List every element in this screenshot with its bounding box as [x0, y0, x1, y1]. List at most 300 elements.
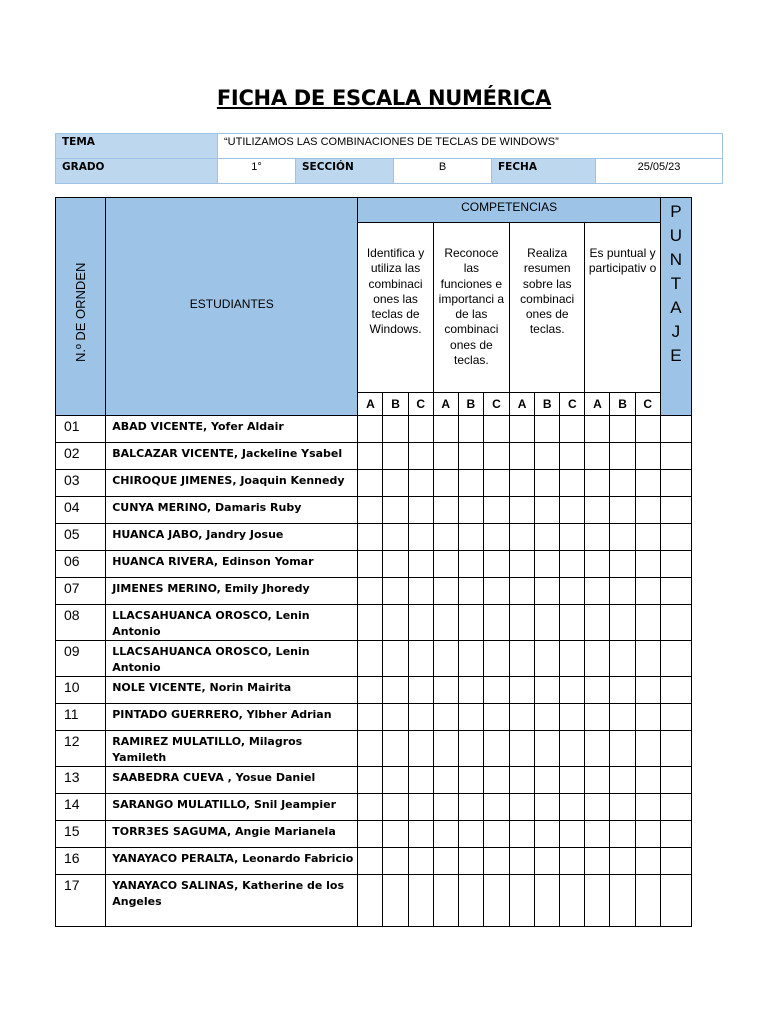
score-cell[interactable] — [510, 848, 535, 875]
score-cell[interactable] — [483, 794, 509, 821]
score-cell[interactable] — [535, 551, 560, 578]
score-cell[interactable] — [358, 848, 383, 875]
puntaje-cell[interactable] — [660, 443, 691, 470]
score-cell[interactable] — [535, 443, 560, 470]
score-cell[interactable] — [458, 578, 483, 605]
score-cell[interactable] — [535, 677, 560, 704]
score-cell[interactable] — [458, 875, 483, 927]
score-cell[interactable] — [635, 704, 660, 731]
score-cell[interactable] — [535, 731, 560, 767]
puntaje-cell[interactable] — [660, 821, 691, 848]
score-cell[interactable] — [560, 551, 585, 578]
score-cell[interactable] — [358, 794, 383, 821]
student-number: 02 — [56, 443, 106, 470]
score-cell[interactable] — [358, 578, 383, 605]
score-cell[interactable] — [458, 731, 483, 767]
level-label: B — [383, 393, 408, 416]
grado-label: GRADO — [56, 159, 218, 184]
score-cell[interactable] — [458, 605, 483, 641]
student-name: SAABEDRA CUEVA , Yosue Daniel — [106, 767, 358, 794]
score-cell[interactable] — [433, 470, 458, 497]
score-cell[interactable] — [610, 794, 635, 821]
score-cell[interactable] — [433, 794, 458, 821]
student-row — [56, 524, 692, 551]
score-cell[interactable] — [635, 641, 660, 677]
score-cell[interactable] — [408, 767, 433, 794]
puntaje-cell[interactable] — [660, 704, 691, 731]
score-cell[interactable] — [458, 524, 483, 551]
score-cell[interactable] — [510, 704, 535, 731]
tema-label: TEMA — [56, 134, 218, 159]
score-cell[interactable] — [458, 551, 483, 578]
student-name: SARANGO MULATILLO, Snil Jeampier — [106, 794, 358, 821]
score-cell[interactable] — [510, 641, 535, 677]
score-cell[interactable] — [433, 443, 458, 470]
score-cell[interactable] — [535, 794, 560, 821]
score-cell[interactable] — [635, 731, 660, 767]
score-cell[interactable] — [483, 551, 509, 578]
score-cell[interactable] — [383, 848, 408, 875]
score-cell[interactable] — [535, 848, 560, 875]
student-number: 09 — [56, 641, 106, 677]
score-cell[interactable] — [560, 605, 585, 641]
score-cell[interactable] — [635, 443, 660, 470]
score-cell[interactable] — [635, 875, 660, 927]
student-name: CUNYA MERINO, Damaris Ruby — [106, 497, 358, 524]
level-label: A — [433, 393, 458, 416]
puntaje-cell[interactable] — [660, 524, 691, 551]
score-cell[interactable] — [635, 605, 660, 641]
score-cell[interactable] — [433, 821, 458, 848]
puntaje-letter: T — [670, 274, 682, 293]
student-number: 17 — [56, 875, 106, 927]
score-cell[interactable] — [483, 875, 509, 927]
score-cell[interactable] — [585, 416, 610, 443]
score-cell[interactable] — [383, 794, 408, 821]
score-cell[interactable] — [358, 524, 383, 551]
score-cell[interactable] — [510, 821, 535, 848]
score-cell[interactable] — [483, 677, 509, 704]
score-cell[interactable] — [383, 875, 408, 927]
student-row — [56, 677, 692, 704]
student-number: 05 — [56, 524, 106, 551]
score-cell[interactable] — [535, 704, 560, 731]
score-cell[interactable] — [510, 794, 535, 821]
score-cell[interactable] — [408, 470, 433, 497]
score-cell[interactable] — [560, 470, 585, 497]
student-number: 06 — [56, 551, 106, 578]
competencias-header: COMPETENCIAS — [358, 198, 660, 223]
score-cell[interactable] — [433, 677, 458, 704]
score-cell[interactable] — [383, 443, 408, 470]
score-cell[interactable] — [560, 578, 585, 605]
student-row — [56, 578, 692, 605]
student-row — [56, 416, 692, 443]
score-cell[interactable] — [560, 497, 585, 524]
score-cell[interactable] — [358, 731, 383, 767]
score-cell[interactable] — [433, 524, 458, 551]
student-number: 14 — [56, 794, 106, 821]
score-cell[interactable] — [560, 848, 585, 875]
puntaje-cell[interactable] — [660, 578, 691, 605]
score-cell[interactable] — [458, 497, 483, 524]
score-cell[interactable] — [358, 551, 383, 578]
score-cell[interactable] — [458, 416, 483, 443]
order-header-label: N.º DE ORNDEN — [73, 261, 89, 362]
student-name: NOLE VICENTE, Norin Mairita — [106, 677, 358, 704]
score-cell[interactable] — [585, 821, 610, 848]
score-cell[interactable] — [585, 551, 610, 578]
tema-value: “UTILIZAMOS LAS COMBINACIONES DE TECLAS DE WINDOWS” — [218, 134, 723, 159]
score-cell[interactable] — [585, 578, 610, 605]
score-cell[interactable] — [408, 731, 433, 767]
score-cell[interactable] — [510, 470, 535, 497]
score-cell[interactable] — [585, 677, 610, 704]
score-cell[interactable] — [585, 605, 610, 641]
puntaje-cell[interactable] — [660, 641, 691, 677]
score-cell[interactable] — [483, 731, 509, 767]
score-cell[interactable] — [358, 470, 383, 497]
score-cell[interactable] — [433, 704, 458, 731]
score-cell[interactable] — [408, 578, 433, 605]
puntaje-cell[interactable] — [660, 767, 691, 794]
score-cell[interactable] — [408, 641, 433, 677]
score-cell[interactable] — [483, 524, 509, 551]
student-name: JIMENES MERINO, Emily Jhoredy — [106, 578, 358, 605]
score-cell[interactable] — [535, 641, 560, 677]
score-cell[interactable] — [610, 497, 635, 524]
score-cell[interactable] — [560, 767, 585, 794]
score-cell[interactable] — [585, 731, 610, 767]
score-cell[interactable] — [358, 875, 383, 927]
score-cell[interactable] — [408, 551, 433, 578]
score-cell[interactable] — [483, 848, 509, 875]
score-cell[interactable] — [433, 731, 458, 767]
seccion-value: B — [394, 159, 492, 184]
puntaje-cell[interactable] — [660, 605, 691, 641]
score-cell[interactable] — [383, 677, 408, 704]
student-name: YANAYACO SALINAS, Katherine de los Angeles — [106, 875, 358, 927]
score-cell[interactable] — [510, 524, 535, 551]
score-cell[interactable] — [433, 416, 458, 443]
score-cell[interactable] — [535, 470, 560, 497]
score-cell[interactable] — [585, 524, 610, 551]
score-cell[interactable] — [560, 704, 585, 731]
score-cell[interactable] — [358, 767, 383, 794]
score-cell[interactable] — [383, 578, 408, 605]
score-cell[interactable] — [585, 848, 610, 875]
student-number: 13 — [56, 767, 106, 794]
puntaje-cell[interactable] — [660, 677, 691, 704]
score-cell[interactable] — [383, 641, 408, 677]
student-number: 12 — [56, 731, 106, 767]
score-cell[interactable] — [383, 416, 408, 443]
student-name: TORR3ES SAGUMA, Angie Marianela — [106, 821, 358, 848]
score-cell[interactable] — [433, 578, 458, 605]
puntaje-header — [660, 198, 691, 416]
score-cell[interactable] — [585, 497, 610, 524]
score-cell[interactable] — [408, 497, 433, 524]
level-label: A — [585, 393, 610, 416]
score-cell[interactable] — [535, 875, 560, 927]
score-cell[interactable] — [610, 578, 635, 605]
score-cell[interactable] — [585, 875, 610, 927]
level-label: B — [458, 393, 483, 416]
score-cell[interactable] — [408, 443, 433, 470]
score-cell[interactable] — [433, 848, 458, 875]
score-cell[interactable] — [560, 641, 585, 677]
score-cell[interactable] — [408, 524, 433, 551]
score-cell[interactable] — [483, 470, 509, 497]
score-cell[interactable] — [635, 821, 660, 848]
score-cell[interactable] — [585, 794, 610, 821]
puntaje-cell[interactable] — [660, 551, 691, 578]
competencia-2: Reconoce las funciones e importanci a de las combinaci ones de teclas. — [433, 223, 509, 393]
student-name: LLACSAHUANCA OROSCO, Lenin Antonio — [106, 641, 358, 677]
score-cell[interactable] — [433, 641, 458, 677]
score-cell[interactable] — [383, 821, 408, 848]
score-cell[interactable] — [585, 470, 610, 497]
score-cell[interactable] — [433, 875, 458, 927]
score-cell[interactable] — [635, 767, 660, 794]
student-row — [56, 731, 692, 767]
student-name: ABAD VICENTE, Yofer Aldair — [106, 416, 358, 443]
grado-value: 1° — [218, 159, 296, 184]
score-cell[interactable] — [383, 731, 408, 767]
score-cell[interactable] — [560, 731, 585, 767]
score-cell[interactable] — [358, 641, 383, 677]
puntaje-letter: U — [669, 226, 683, 245]
score-cell[interactable] — [458, 848, 483, 875]
score-cell[interactable] — [610, 731, 635, 767]
student-name: HUANCA JABO, Jandry Josue — [106, 524, 358, 551]
score-cell[interactable] — [383, 524, 408, 551]
score-cell[interactable] — [483, 767, 509, 794]
score-cell[interactable] — [635, 794, 660, 821]
score-cell[interactable] — [535, 578, 560, 605]
score-cell[interactable] — [585, 443, 610, 470]
score-cell[interactable] — [458, 470, 483, 497]
score-cell[interactable] — [510, 578, 535, 605]
score-cell[interactable] — [610, 641, 635, 677]
score-cell[interactable] — [433, 605, 458, 641]
fecha-label: FECHA — [492, 159, 596, 184]
score-cell[interactable] — [433, 551, 458, 578]
score-cell[interactable] — [358, 821, 383, 848]
student-row — [56, 794, 692, 821]
score-cell[interactable] — [635, 416, 660, 443]
student-number: 15 — [56, 821, 106, 848]
student-row — [56, 875, 692, 927]
score-cell[interactable] — [383, 497, 408, 524]
score-cell[interactable] — [635, 551, 660, 578]
score-cell[interactable] — [408, 704, 433, 731]
puntaje-cell[interactable] — [660, 794, 691, 821]
score-cell[interactable] — [383, 704, 408, 731]
score-cell[interactable] — [560, 875, 585, 927]
score-cell[interactable] — [610, 767, 635, 794]
score-cell[interactable] — [408, 416, 433, 443]
score-cell[interactable] — [510, 416, 535, 443]
score-cell[interactable] — [535, 416, 560, 443]
score-cell[interactable] — [635, 470, 660, 497]
score-cell[interactable] — [535, 524, 560, 551]
score-cell[interactable] — [483, 641, 509, 677]
score-cell[interactable] — [510, 551, 535, 578]
score-cell[interactable] — [535, 821, 560, 848]
score-cell[interactable] — [483, 497, 509, 524]
score-cell[interactable] — [610, 416, 635, 443]
score-cell[interactable] — [458, 677, 483, 704]
fecha-value: 25/05/23 — [596, 159, 723, 184]
score-cell[interactable] — [483, 443, 509, 470]
score-cell[interactable] — [535, 497, 560, 524]
score-cell[interactable] — [383, 470, 408, 497]
score-cell[interactable] — [483, 704, 509, 731]
score-cell[interactable] — [610, 551, 635, 578]
score-cell[interactable] — [358, 497, 383, 524]
student-number: 10 — [56, 677, 106, 704]
score-cell[interactable] — [610, 605, 635, 641]
score-cell[interactable] — [560, 794, 585, 821]
score-cell[interactable] — [585, 767, 610, 794]
score-cell[interactable] — [483, 821, 509, 848]
score-cell[interactable] — [585, 641, 610, 677]
student-number: 08 — [56, 605, 106, 641]
score-cell[interactable] — [483, 416, 509, 443]
score-cell[interactable] — [510, 731, 535, 767]
score-cell[interactable] — [358, 443, 383, 470]
score-cell[interactable] — [535, 767, 560, 794]
score-cell[interactable] — [408, 875, 433, 927]
level-label: C — [483, 393, 509, 416]
student-number: 07 — [56, 578, 106, 605]
score-cell[interactable] — [535, 605, 560, 641]
score-cell[interactable] — [358, 605, 383, 641]
score-cell[interactable] — [510, 767, 535, 794]
student-row — [56, 704, 692, 731]
score-cell[interactable] — [358, 416, 383, 443]
score-cell[interactable] — [383, 551, 408, 578]
level-label: A — [358, 393, 383, 416]
score-cell[interactable] — [383, 767, 408, 794]
puntaje-cell[interactable] — [660, 731, 691, 767]
puntaje-letter: J — [671, 322, 681, 341]
score-cell[interactable] — [510, 875, 535, 927]
score-cell[interactable] — [408, 605, 433, 641]
puntaje-letter: E — [670, 346, 682, 365]
student-name: RAMIREZ MULATILLO, Milagros Yamileth — [106, 731, 358, 767]
score-cell[interactable] — [458, 641, 483, 677]
level-label: B — [535, 393, 560, 416]
puntaje-cell[interactable] — [660, 416, 691, 443]
score-cell[interactable] — [610, 677, 635, 704]
score-cell[interactable] — [635, 848, 660, 875]
score-cell[interactable] — [560, 677, 585, 704]
score-cell[interactable] — [458, 821, 483, 848]
student-number: 11 — [56, 704, 106, 731]
puntaje-cell[interactable] — [660, 875, 691, 927]
level-label: B — [610, 393, 635, 416]
score-cell[interactable] — [510, 677, 535, 704]
score-cell[interactable] — [610, 704, 635, 731]
score-cell[interactable] — [610, 875, 635, 927]
level-label: A — [510, 393, 535, 416]
score-cell[interactable] — [610, 443, 635, 470]
student-row — [56, 605, 692, 641]
student-name: PINTADO GUERRERO, Ylbher Adrian — [106, 704, 358, 731]
student-number: 03 — [56, 470, 106, 497]
score-cell[interactable] — [560, 821, 585, 848]
score-cell[interactable] — [610, 470, 635, 497]
score-cell[interactable] — [433, 767, 458, 794]
score-cell[interactable] — [560, 416, 585, 443]
score-cell[interactable] — [458, 767, 483, 794]
student-name: CHIROQUE JIMENES, Joaquin Kennedy — [106, 470, 358, 497]
puntaje-cell[interactable] — [660, 470, 691, 497]
student-row — [56, 443, 692, 470]
score-cell[interactable] — [585, 704, 610, 731]
score-cell[interactable] — [458, 794, 483, 821]
puntaje-cell[interactable] — [660, 848, 691, 875]
puntaje-cell[interactable] — [660, 497, 691, 524]
score-cell[interactable] — [433, 497, 458, 524]
puntaje-letter: N — [669, 250, 683, 269]
score-cell[interactable] — [458, 443, 483, 470]
competencia-1: Identifica y utiliza las combinaci ones las teclas de Windows. — [358, 223, 433, 393]
student-name: HUANCA RIVERA, Edinson Yomar — [106, 551, 358, 578]
student-name: BALCAZAR VICENTE, Jackeline Ysabel — [106, 443, 358, 470]
score-cell[interactable] — [483, 578, 509, 605]
info-table — [55, 133, 723, 184]
student-row — [56, 641, 692, 677]
score-cell[interactable] — [458, 704, 483, 731]
score-cell[interactable] — [358, 677, 383, 704]
score-cell[interactable] — [610, 848, 635, 875]
level-label: C — [560, 393, 585, 416]
level-label: C — [408, 393, 433, 416]
score-cell[interactable] — [383, 605, 408, 641]
score-cell[interactable] — [610, 821, 635, 848]
score-cell[interactable] — [635, 578, 660, 605]
score-cell[interactable] — [560, 443, 585, 470]
score-cell[interactable] — [510, 443, 535, 470]
score-cell[interactable] — [510, 497, 535, 524]
student-row — [56, 848, 692, 875]
student-row — [56, 497, 692, 524]
competencia-3: Realiza resumen sobre las combinaci ones de teclas. — [510, 223, 585, 393]
score-cell[interactable] — [560, 524, 585, 551]
student-row — [56, 767, 692, 794]
score-cell[interactable] — [408, 794, 433, 821]
score-cell[interactable] — [408, 821, 433, 848]
score-cell[interactable] — [635, 677, 660, 704]
score-cell[interactable] — [408, 848, 433, 875]
score-cell[interactable] — [635, 524, 660, 551]
score-cell[interactable] — [408, 677, 433, 704]
student-number: 16 — [56, 848, 106, 875]
score-cell[interactable] — [510, 605, 535, 641]
students-header: ESTUDIANTES — [106, 198, 358, 416]
score-cell[interactable] — [610, 524, 635, 551]
score-cell[interactable] — [635, 497, 660, 524]
seccion-label: SECCIÓN — [296, 159, 394, 184]
score-cell[interactable] — [358, 704, 383, 731]
student-number: 01 — [56, 416, 106, 443]
score-cell[interactable] — [483, 605, 509, 641]
student-row — [56, 470, 692, 497]
document-title: FICHA DE ESCALA NUMÉRICA — [216, 86, 552, 110]
